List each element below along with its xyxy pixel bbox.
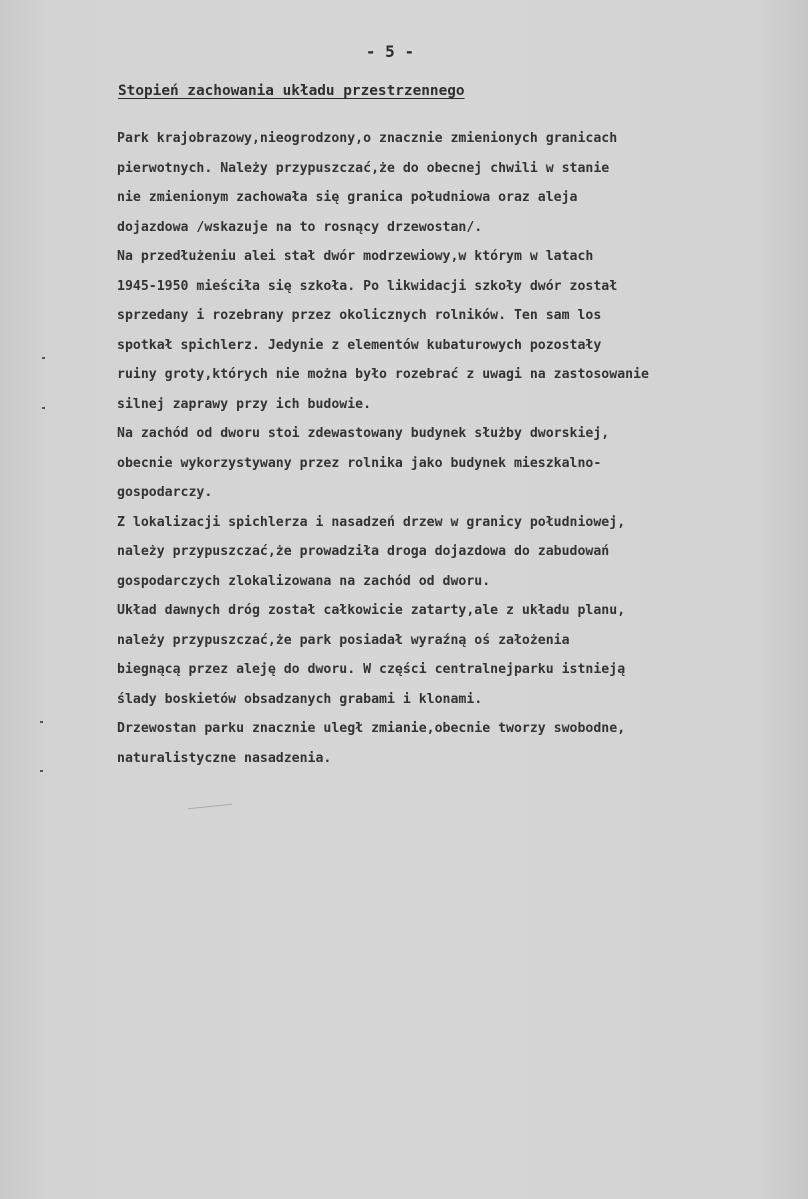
- page-number: - 5 -: [365, 42, 415, 61]
- text-line: biegnącą przez aleję do dworu. W części centralnejparku istnieją: [117, 662, 626, 677]
- text-line: nie zmienionym zachowała się granica południowa oraz aleja: [117, 190, 578, 205]
- text-line: należy przypuszczać,że prowadziła droga dojazdowa do zabudowań: [117, 544, 610, 559]
- text-line: 1945-1950 mieściła się szkoła. Po likwidacji szkoły dwór został: [117, 278, 618, 294]
- section-heading: Stopień zachowania układu przestrzennego: [118, 83, 465, 99]
- stray-pen-stroke: [188, 804, 232, 810]
- text-line: pierwotnych. Należy przypuszczać,że do obecnej chwili w stanie: [117, 160, 610, 176]
- text-line: Park krajobrazowy,nieogrodzony,o znacznie zmienionych granicach: [117, 131, 618, 146]
- body-text: [117, 124, 797, 773]
- text-line: dojazdowa /wskazuje na to rosnący drzewostan/.: [117, 219, 483, 235]
- text-line: gospodarczy.: [117, 485, 213, 500]
- text-line: spotkał spichlerz. Jedynie z elementów kubaturowych pozostały: [117, 337, 602, 353]
- text-line: Z lokalizacji spichlerza i nasadzeń drzew w granicy południowej,: [117, 514, 626, 530]
- text-line: ślady boskietów obsadzanych grabami i klonami.: [117, 691, 483, 707]
- text-line: naturalistyczne nasadzenia.: [117, 750, 332, 766]
- text-line: Na zachód od dworu stoi zdewastowany budynek służby dworskiej,: [117, 426, 610, 441]
- text-line: ruiny groty,których nie można było rozebrać z uwagi na zastosowanie: [117, 367, 649, 382]
- text-line: silnej zaprawy przy ich budowie.: [117, 396, 372, 412]
- margin-mark: [40, 721, 43, 723]
- margin-mark: [42, 407, 45, 409]
- text-line: obecnie wykorzystywany przez rolnika jako budynek mieszkalno-: [117, 455, 602, 471]
- text-line: sprzedany i rozebrany przez okolicznych rolników. Ten sam los: [117, 308, 602, 323]
- text-line: Drzewostan parku znacznie uległ zmianie,obecnie tworzy swobodne,: [117, 721, 626, 736]
- text-line: należy przypuszczać,że park posiadał wyraźną oś założenia: [117, 632, 570, 648]
- text-line: Układ dawnych dróg został całkowicie zatarty,ale z układu planu,: [117, 603, 626, 618]
- margin-mark: [40, 770, 43, 772]
- text-line: gospodarczych zlokalizowana na zachód od dworu.: [117, 573, 491, 589]
- margin-mark: [42, 357, 45, 359]
- text-line: Na przedłużeniu alei stał dwór modrzewiowy,w którym w latach: [117, 249, 594, 264]
